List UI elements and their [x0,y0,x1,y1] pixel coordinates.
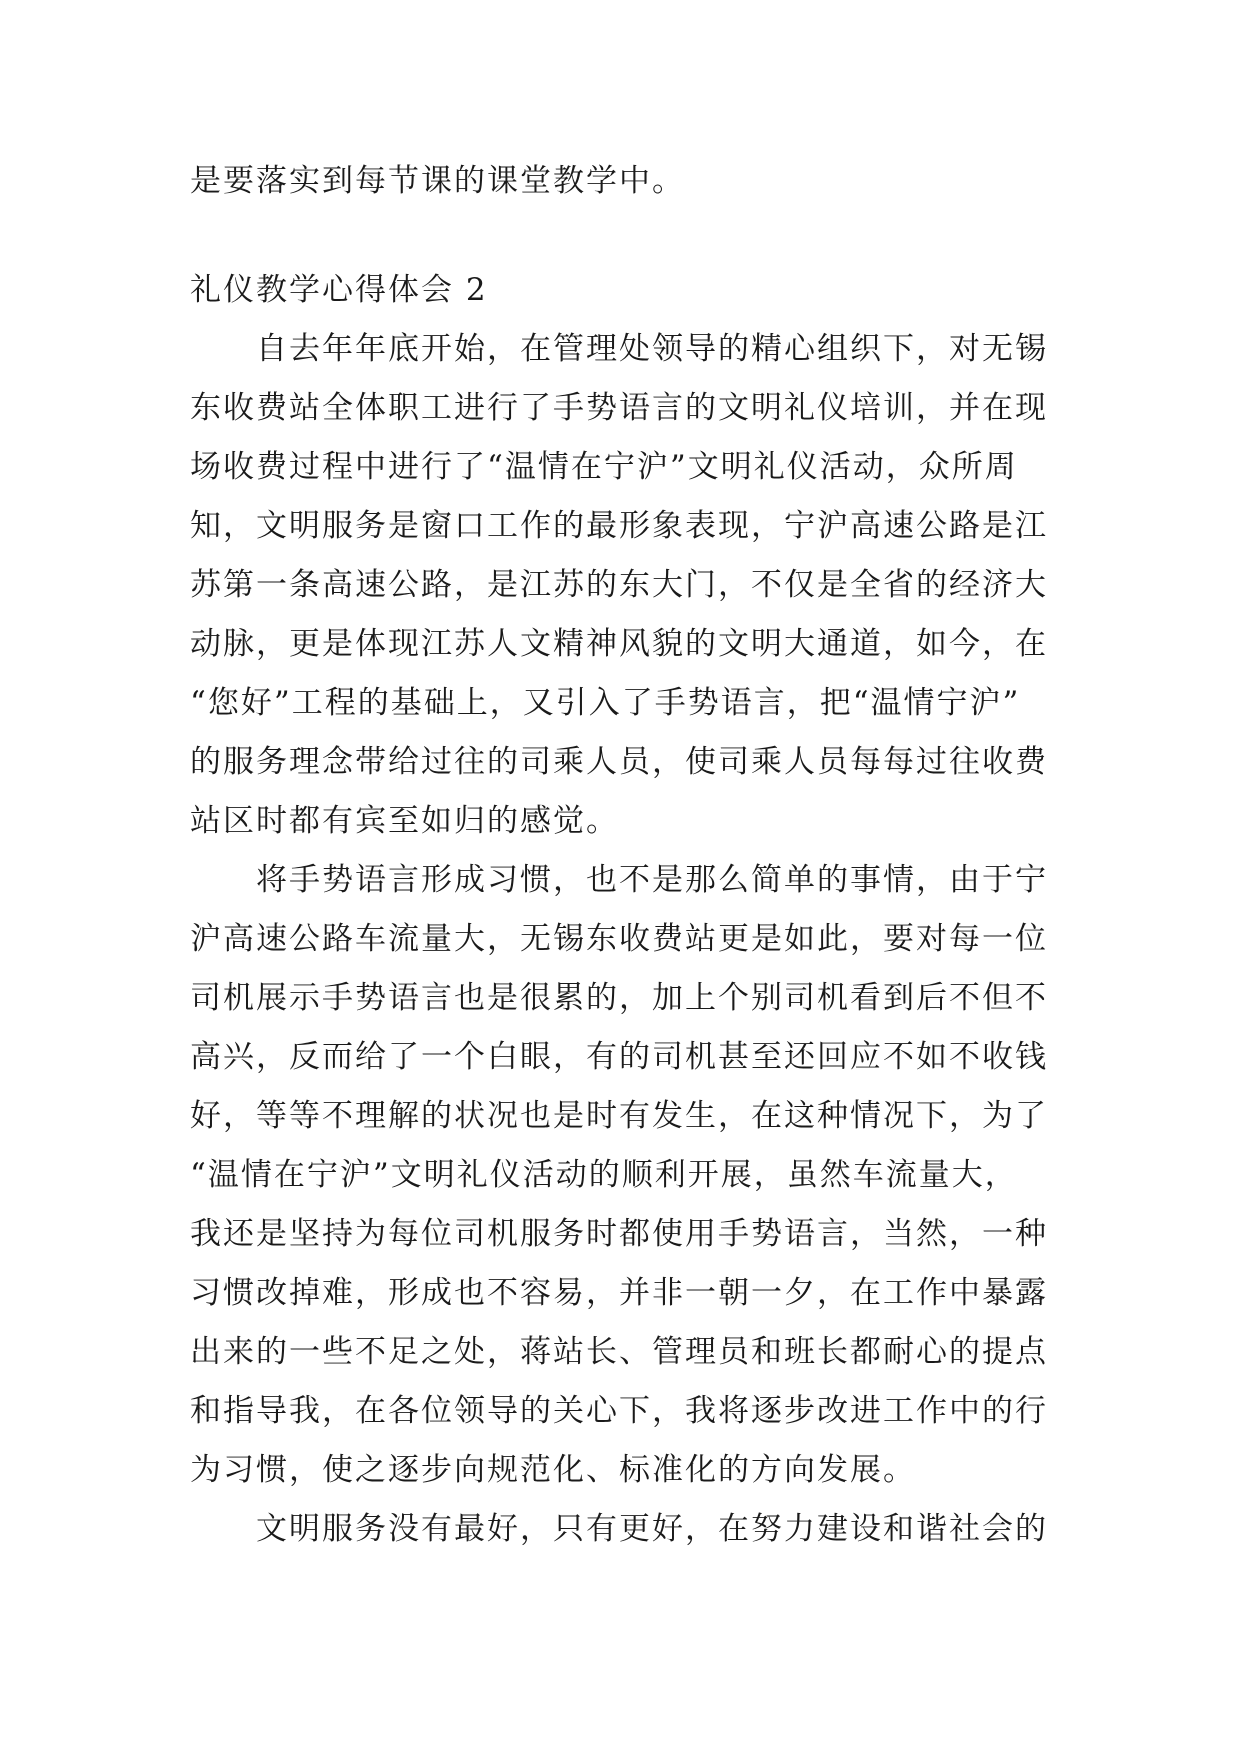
paragraph-line: 的服务理念带给过往的司乘人员，使司乘人员每每过往收费 [190,744,1048,780]
paragraph-line: 场收费过程中进行了“温情在宁沪”文明礼仪活动，众所周 [190,449,1018,485]
spacer [190,211,1070,261]
paragraph-line: 好，等等不理解的状况也是时有发生，在这种情况下，为了 [190,1098,1048,1134]
paragraph-line: 为习惯，使之逐步向规范化、标准化的方向发展。 [190,1452,916,1488]
paragraph-line: 知，文明服务是窗口工作的最形象表现，宁沪高速公路是江 [190,508,1048,544]
carryover-line: 是要落实到每节课的课堂教学中。 [190,163,685,199]
paragraph-1 [190,320,1070,851]
paragraph-2 [190,851,1070,1500]
paragraph-line: 沪高速公路车流量大，无锡东收费站更是如此，要对每一位 [190,921,1048,957]
paragraph-line: “您好”工程的基础上，又引入了手势语言，把“温情宁沪” [190,685,1021,721]
paragraph-line: 出来的一些不足之处，蒋站长、管理员和班长都耐心的提点 [190,1334,1048,1370]
paragraph-line: “温情在宁沪”文明礼仪活动的顺利开展，虽然车流量大， [190,1157,1018,1193]
section-heading: 礼仪教学心得体会 2 [190,272,488,308]
paragraph-line: 动脉，更是体现江苏人文精神风貌的文明大通道，如今，在 [190,626,1048,662]
paragraph-line: 苏第一条高速公路，是江苏的东大门，不仅是全省的经济大 [190,567,1048,603]
document-body [190,152,1070,1559]
paragraph-3 [190,1500,1070,1559]
paragraph-line: 高兴，反而给了一个白眼，有的司机甚至还回应不如不收钱 [190,1039,1048,1075]
paragraph-line: 习惯改掉难，形成也不容易，并非一朝一夕，在工作中暴露 [190,1275,1048,1311]
paragraph-line: 东收费站全体职工进行了手势语言的文明礼仪培训，并在现 [190,390,1048,426]
paragraph-line: 我还是坚持为每位司机服务时都使用手势语言，当然，一种 [190,1216,1048,1252]
paragraph-line: 和指导我，在各位领导的关心下，我将逐步改进工作中的行 [190,1393,1048,1429]
paragraph-line: 司机展示手势语言也是很累的，加上个别司机看到后不但不 [190,980,1048,1016]
paragraph-line: 站区时都有宾至如归的感觉。 [190,803,619,839]
paragraph-line: 将手势语言形成习惯，也不是那么简单的事情，由于宁 [256,862,1048,898]
paragraph-line: 文明服务没有最好，只有更好，在努力建设和谐社会的 [256,1511,1048,1547]
paragraph-line: 自去年年底开始，在管理处领导的精心组织下，对无锡 [256,331,1048,367]
